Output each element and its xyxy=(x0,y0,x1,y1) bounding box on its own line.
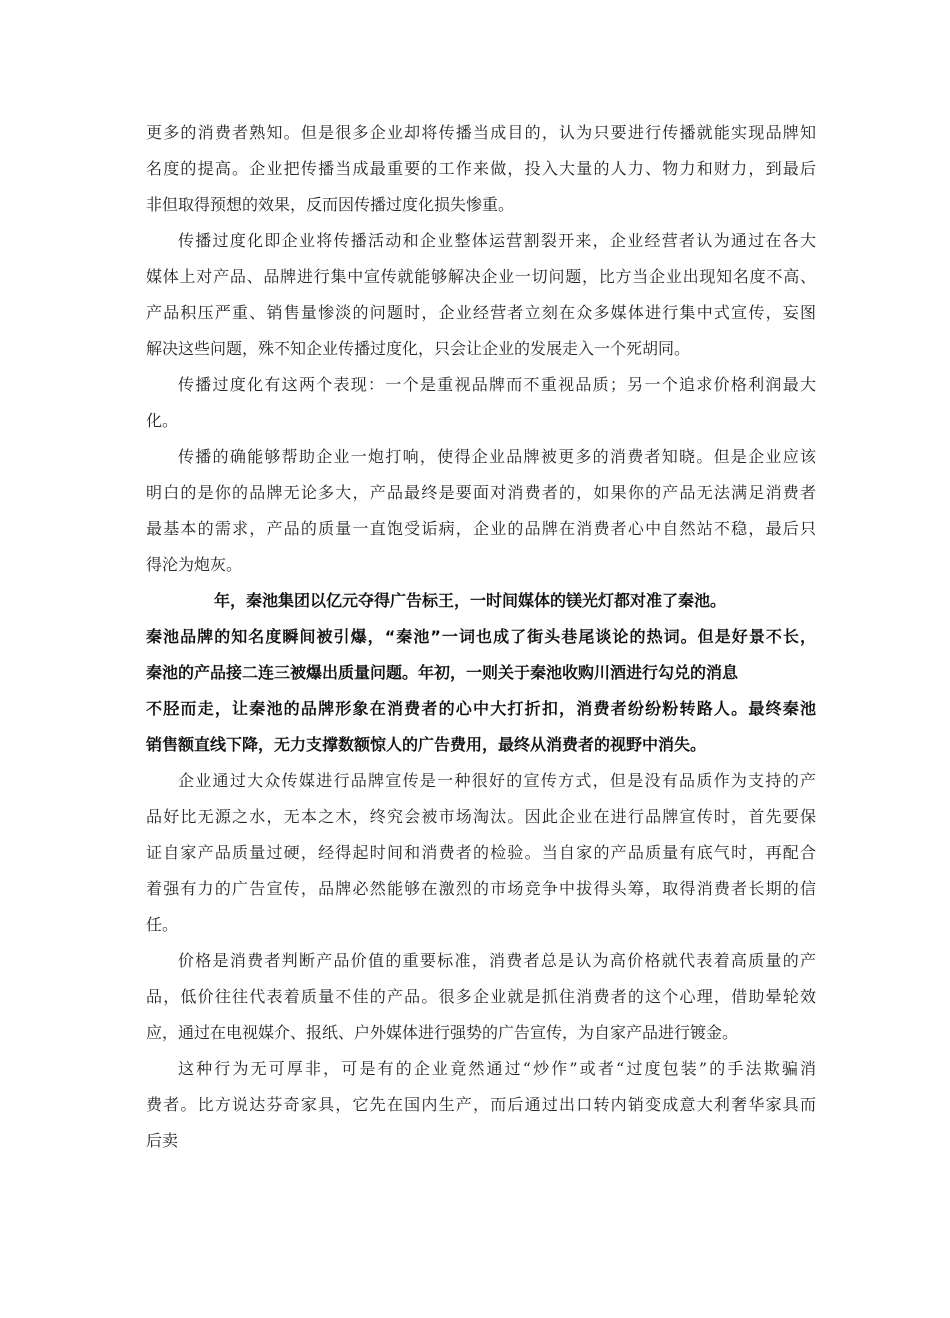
text-line: 着强有力的广告宣传，品牌必然能够在激烈的市场竞争中拔得头筹，取得消费者长期的信 xyxy=(146,879,816,898)
paragraph xyxy=(146,763,816,943)
text-line: 得沦为炮灰。 xyxy=(146,555,243,574)
text-line: 产品积压严重、销售量惨淡的问题时，企业经营者立刻在众多媒体进行集中式宣传，妄图 xyxy=(146,303,816,322)
text-line: 解决这些问题，殊不知企业传播过度化，只会让企业的发展走入一个死胡同。 xyxy=(146,339,691,358)
text-line: 传播的确能够帮助企业一炮打响，使得企业品牌被更多的消费者知晓。但是企业应该 xyxy=(178,447,816,466)
text-line: 名度的提高。企业把传播当成最重要的工作来做，投入大量的人力、物力和财力，到最后 xyxy=(146,159,816,178)
text-line: 秦池品牌的知名度瞬间被引爆，“秦池”一词也成了街头巷尾谈论的热词。但是好景不长， xyxy=(146,627,816,646)
text-line: 更多的消费者熟知。但是很多企业却将传播当成目的，认为只要进行传播就能实现品牌知 xyxy=(146,123,816,142)
bold-paragraph xyxy=(146,583,816,763)
paragraph xyxy=(146,439,816,583)
text-line: 最基本的需求，产品的质量一直饱受诟病，企业的品牌在消费者心中自然站不稳，最后只 xyxy=(146,519,816,538)
text-line: 化。 xyxy=(146,411,179,430)
text-line: 后卖 xyxy=(146,1131,179,1150)
text-line: 品，低价往往代表着质量不佳的产品。很多企业就是抓住消费者的这个心理，借助晕轮效 xyxy=(146,987,816,1006)
text-line: 媒体上对产品、品牌进行集中宣传就能够解决企业一切问题，比方当企业出现知名度不高、 xyxy=(146,267,816,286)
text-line: 证自家产品质量过硬，经得起时间和消费者的检验。当自家的产品质量有底气时，再配合 xyxy=(146,843,816,862)
text-line: 销售额直线下降，无力支撑数额惊人的广告费用，最终从消费者的视野中消失。 xyxy=(146,735,707,754)
text-line: 企业通过大众传媒进行品牌宣传是一种很好的宣传方式，但是没有品质作为支持的产 xyxy=(178,771,816,790)
text-line: 这种行为无可厚非，可是有的企业竟然通过“炒作”或者“过度包装”的手法欺骗消 xyxy=(178,1059,816,1078)
text-line: 传播过度化有这两个表现：一个是重视品牌而不重视品质；另一个追求价格利润最大 xyxy=(178,375,816,394)
paragraph xyxy=(146,223,816,367)
text-line: 传播过度化即企业将传播活动和企业整体运营割裂开来，企业经营者认为通过在各大 xyxy=(178,231,816,250)
paragraph xyxy=(146,943,816,1051)
text-line: 秦池的产品接二连三被爆出质量问题。年初，一则关于秦池收购川酒进行勾兑的消息 xyxy=(146,663,739,682)
text-line: 非但取得预想的效果，反而因传播过度化损失惨重。 xyxy=(146,195,515,214)
document-body xyxy=(146,115,816,1159)
paragraph xyxy=(146,1051,816,1159)
text-line: 费者。比方说达芬奇家具，它先在国内生产，而后通过出口转内销变成意大利奢华家具而 xyxy=(146,1095,816,1114)
text-line: 年，秦池集团以亿元夺得广告标王，一时间媒体的镁光灯都对准了秦池。 xyxy=(214,591,727,610)
text-line: 明白的是你的品牌无论多大，产品最终是要面对消费者的，如果你的产品无法满足消费者 xyxy=(146,483,816,502)
text-line: 不胫而走，让秦池的品牌形象在消费者的心中大打折扣，消费者纷纷粉转路人。最终秦池 xyxy=(146,699,816,718)
paragraph xyxy=(146,367,816,439)
text-line: 应，通过在电视媒介、报纸、户外媒体进行强势的广告宣传，为自家产品进行镀金。 xyxy=(146,1023,739,1042)
text-line: 任。 xyxy=(146,915,179,934)
paragraph xyxy=(146,115,816,223)
text-line: 价格是消费者判断产品价值的重要标准，消费者总是认为高价格就代表着高质量的产 xyxy=(178,951,816,970)
text-line: 品好比无源之水，无本之木，终究会被市场淘汰。因此企业在进行品牌宣传时，首先要保 xyxy=(146,807,816,826)
